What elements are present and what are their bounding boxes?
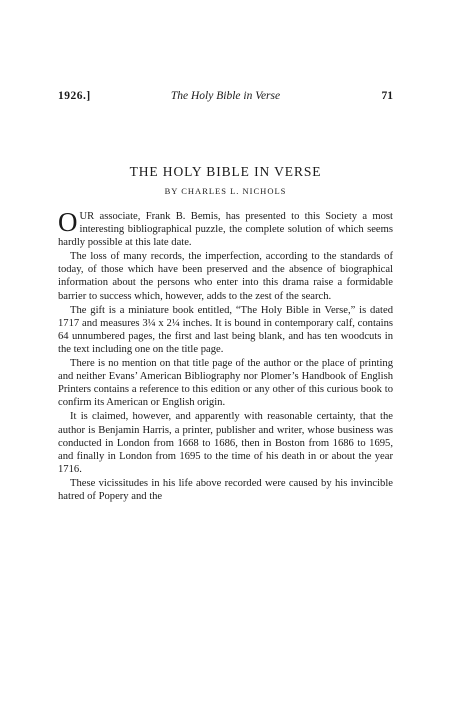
paragraph-3: The gift is a miniature book entitled, “The Holy Bible in Verse,” is dated 1717 and measures 3¼ x 2¼ inches. It is bound in contemporary calf, contains 64 unnumbered pages, the first and last being blank, and has ten woodcuts in the text including one on the title page. — [58, 304, 393, 355]
paragraph-4: There is no mention on that title page of the author or the place of printing and neither Evans’ American Bibliography nor Plomer’s Handbook of English Printers contains a reference to this edition or any other of this curious book to confirm its American or English origin. — [58, 358, 393, 409]
drop-cap: O — [58, 207, 78, 237]
article-body — [58, 207, 393, 504]
article-title: THE HOLY BIBLE IN VERSE — [129, 164, 322, 179]
page-number: 71 — [381, 90, 393, 102]
paragraph-2: The loss of many records, the imperfection, according to the standards of today, of those which have been preserved and the absence of biographical information about the persons who enter into this drama raise a formidable barrier to success which, however, adds to the zest of the search. — [58, 251, 393, 302]
paragraph-1 — [58, 207, 393, 249]
running-head-title: The Holy Bible in Verse — [170, 90, 281, 102]
paragraph-5: It is claimed, however, and apparently with reasonable certainty, that the author is Benjamin Harris, a printer, publisher and writer, whose business was conducted in London from 1668 to 1686, then in Boston from 1686 to 1695, and finally in London from 1695 to the time of his death in or about the year 1716. — [58, 411, 393, 475]
paragraph-1-text: UR associate, Frank B. Bemis, has presented to this Society a most interesting bibliographical puzzle, the complete solution of which seems hardly possible at this late date. — [58, 211, 393, 249]
running-head-year: 1926.] — [58, 90, 91, 102]
byline: BY CHARLES L. NICHOLS — [164, 186, 287, 196]
running-head — [58, 90, 393, 106]
paragraph-6: These vicissitudes in his life above recorded were caused by his invincible hatred of Popery and the — [58, 477, 393, 502]
